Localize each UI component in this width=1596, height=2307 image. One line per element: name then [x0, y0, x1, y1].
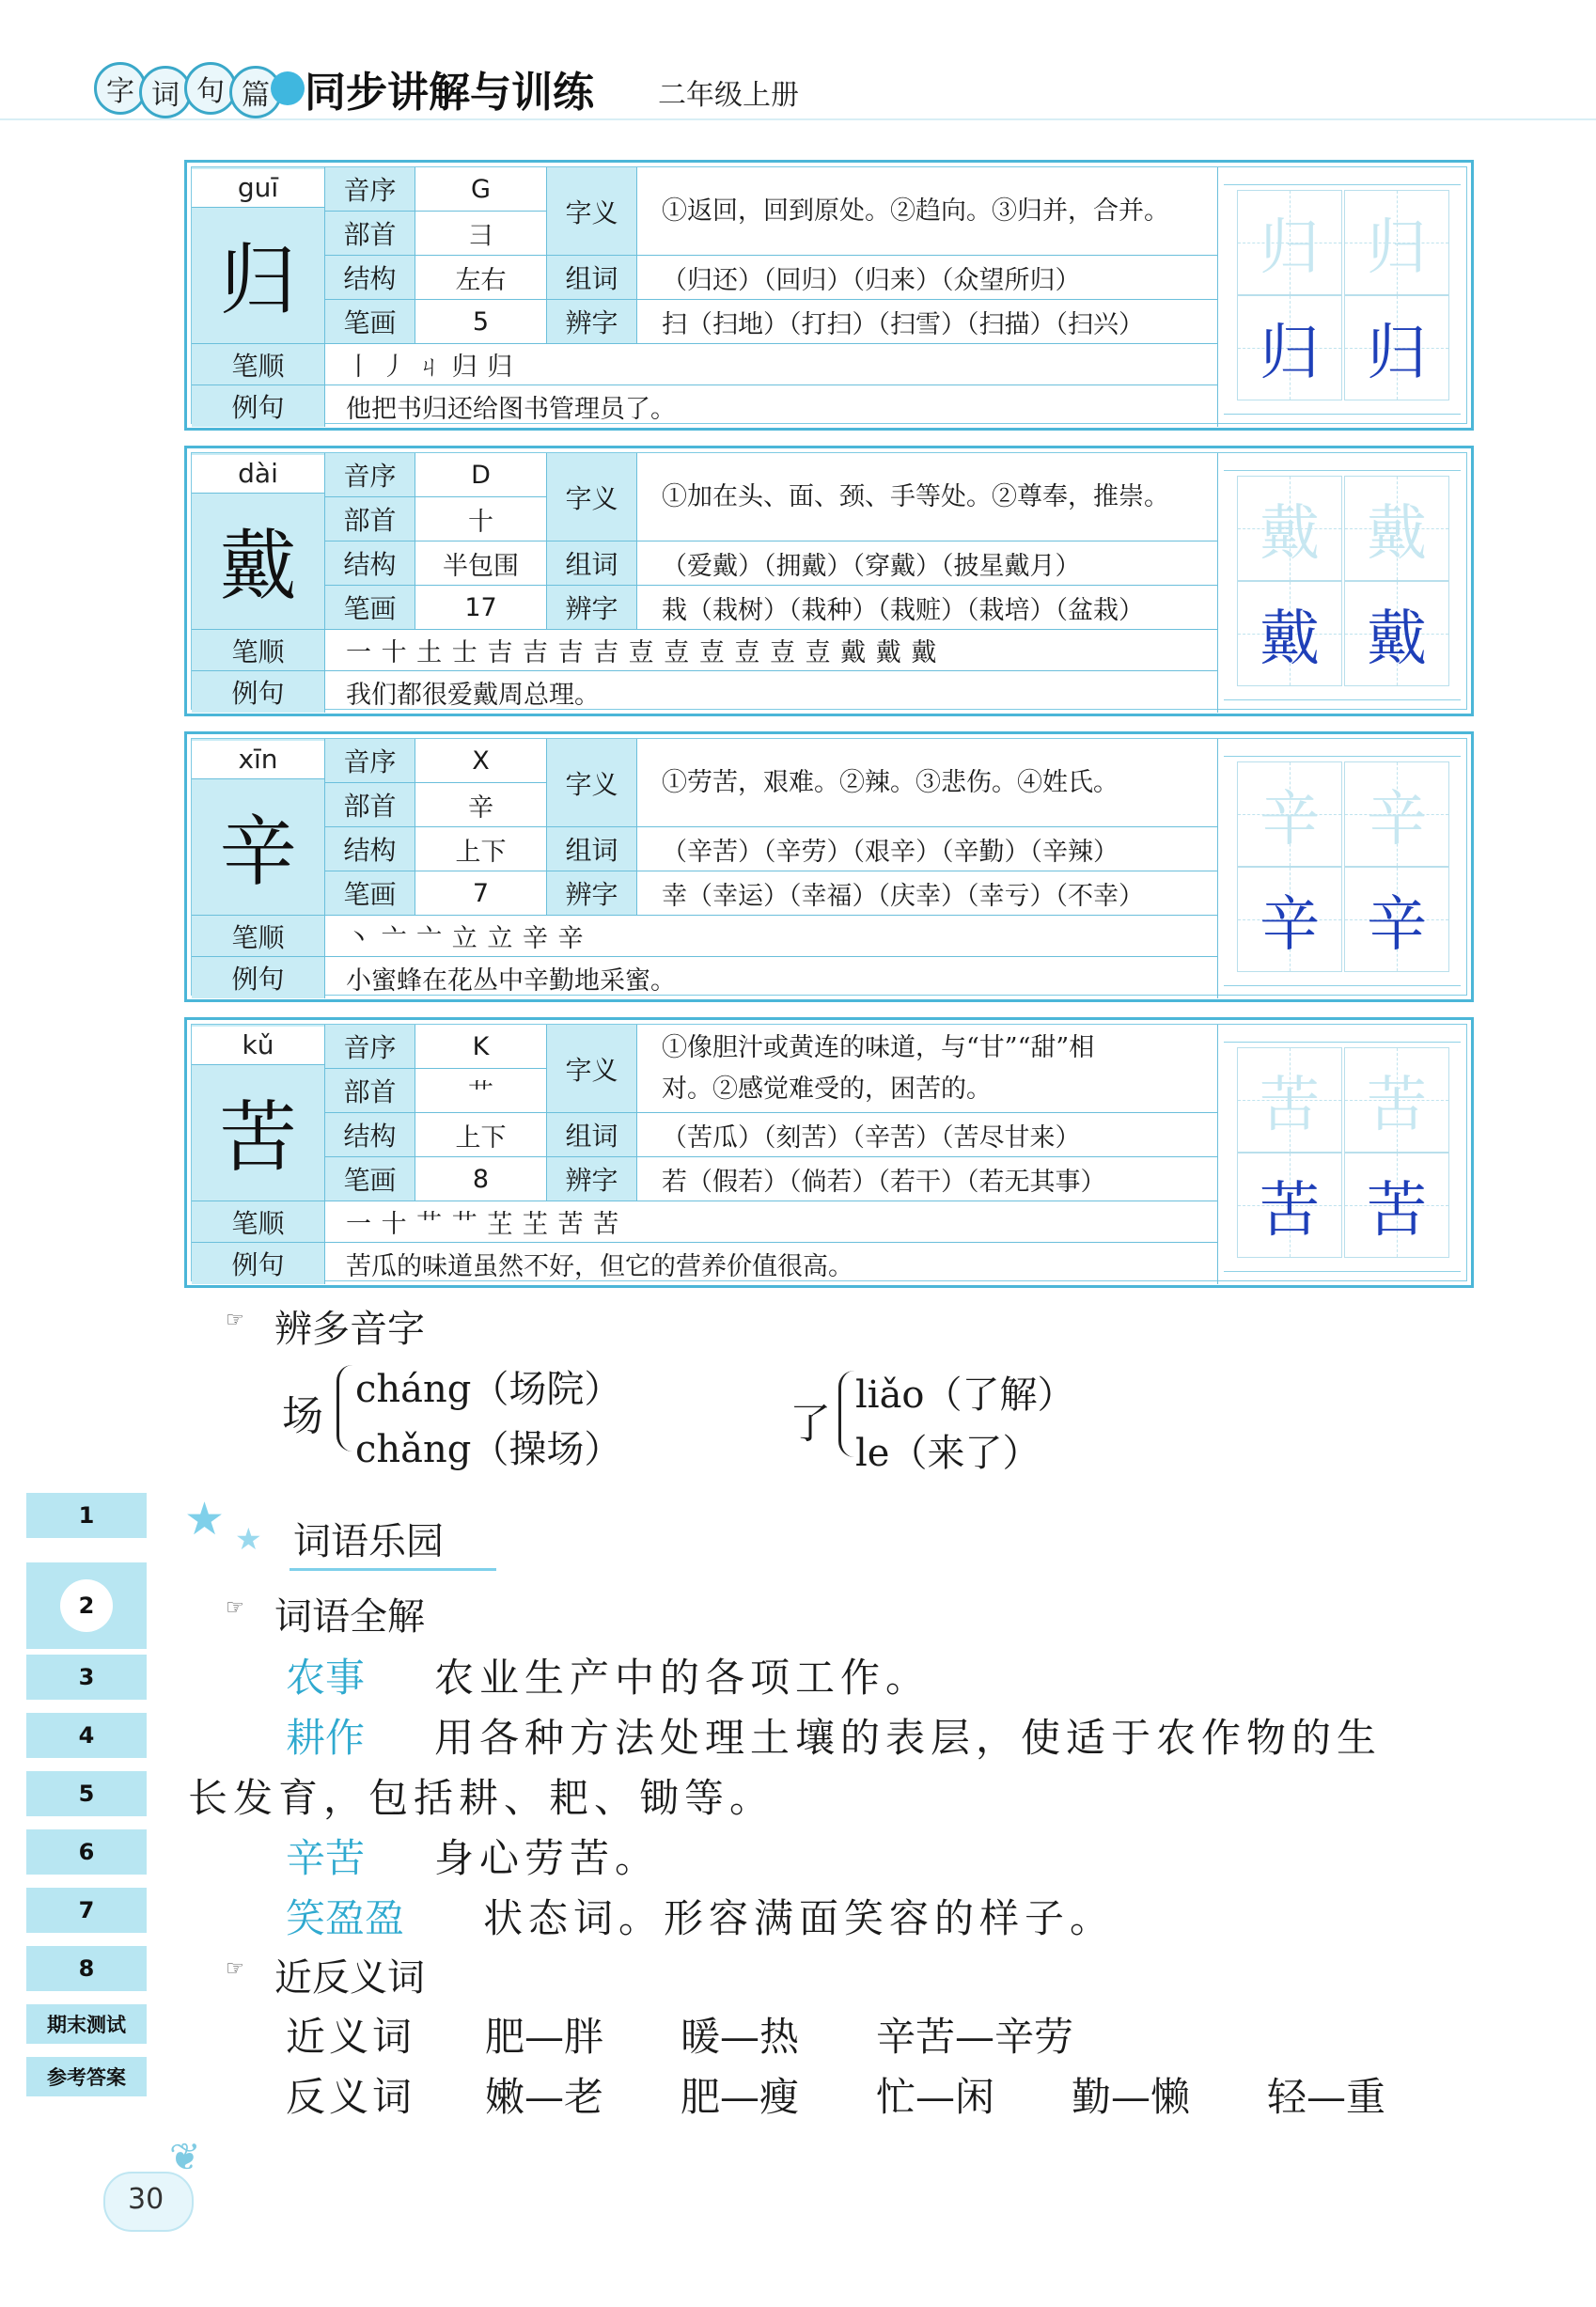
polyphone-heading: 辨多音字 [274, 1308, 425, 1351]
trace-char: 苦 [1367, 1071, 1427, 1140]
value-ziyi [637, 453, 1218, 541]
pointing-hand-icon: ☞ [226, 1596, 244, 1620]
label-bihua: 笔画 [325, 300, 415, 344]
tab-label: 3 [78, 1664, 95, 1690]
pinyin: kǔ [192, 1027, 324, 1065]
model-char: 辛 [1367, 890, 1427, 960]
label-bushou: 部首 [325, 212, 415, 256]
label-bianzi: 辨字 [547, 1157, 637, 1201]
label-jiegou: 结构 [325, 256, 415, 300]
antonym-pair: 肥—瘦 [681, 2074, 800, 2120]
value-bianzi: 幸（幸运）（幸福）（庆幸）（幸亏）（不幸） [637, 871, 1218, 916]
header-logo [94, 58, 301, 115]
practice-rule [1224, 985, 1461, 986]
model-char: 戴 [1260, 604, 1320, 674]
trace-box-model [1237, 581, 1342, 686]
model-char: 苦 [1367, 1176, 1427, 1246]
char-card-kǔ [184, 1017, 1474, 1288]
section-title: 词语乐园 [293, 1520, 444, 1563]
tab-label: 5 [78, 1781, 95, 1807]
term-word: 笑盈盈 [286, 1895, 405, 1941]
trace-box-model [1237, 1153, 1342, 1258]
synonym-pair: 肥—胖 [485, 2014, 604, 2060]
polyphone-a-char: 场 [282, 1392, 323, 1440]
char-card-guī [184, 160, 1474, 431]
meaning-line: 对。②感觉难受的，困苦的。 [662, 1074, 992, 1104]
chapter-tab-3[interactable] [26, 1655, 147, 1700]
label-liju: 例句 [192, 671, 325, 713]
trace-box-outline [1237, 476, 1342, 581]
tab-label: 6 [78, 1839, 95, 1865]
trace-box-model [1237, 295, 1342, 400]
value-bihua: 8 [415, 1157, 547, 1201]
active-tab-circle [60, 1579, 113, 1632]
label-jiegou: 结构 [325, 541, 415, 586]
practice-rule [1224, 699, 1461, 700]
value-yinxu: X [415, 739, 547, 783]
label-bihua: 笔画 [325, 586, 415, 630]
terms-heading: 词语全解 [274, 1595, 425, 1639]
tab-label: 4 [78, 1722, 95, 1749]
polyphone-a2: chǎng（操场） [355, 1428, 622, 1471]
value-bushou: 十 [415, 497, 547, 541]
term-definition: 状态词。形容满面笑容的样子。 [483, 1895, 1116, 1941]
book-grade: 二年级上册 [658, 79, 799, 112]
term-definition: 身心劳苦。 [434, 1835, 661, 1881]
label-bishun: 笔顺 [192, 916, 325, 957]
value-bishun: 丶 亠 亠 立 立 辛 辛 [325, 916, 1218, 957]
chapter-tab-8[interactable] [26, 1946, 147, 1991]
polyphone-b2: le（来了） [855, 1432, 1041, 1475]
label-ziyi: 字义 [547, 453, 637, 541]
trace-char: 戴 [1367, 499, 1427, 569]
meaning-line: ①劳苦，艰难。②辣。③悲伤。④姓氏。 [662, 767, 1119, 797]
label-bushou: 部首 [325, 783, 415, 827]
antonym-pair: 忙—闲 [876, 2074, 995, 2120]
synonym-label: 近义词 [286, 2014, 416, 2060]
value-bishun: 丨 丿 ㄐ 归 归 [325, 344, 1218, 385]
value-zuci: （爱戴）（拥戴）（穿戴）（披星戴月） [637, 541, 1218, 586]
char-card-dài [184, 446, 1474, 716]
book-title: 同步讲解与训练 [305, 69, 594, 117]
label-yinxu: 音序 [325, 1025, 415, 1069]
chapter-tab-4[interactable] [26, 1713, 147, 1758]
label-ziyi: 字义 [547, 739, 637, 827]
star-icon: ★ [235, 1521, 262, 1557]
logo-dot [271, 71, 305, 105]
value-liju: 苦瓜的味道虽然不好，但它的营养价值很高。 [325, 1243, 1218, 1284]
model-char: 戴 [1367, 604, 1427, 674]
trace-char: 归 [1260, 213, 1320, 283]
antonym-label: 反义词 [286, 2074, 416, 2120]
meaning-line: ①加在头、面、颈、手等处。②尊奉，推崇。 [662, 481, 1169, 511]
value-ziyi [637, 1025, 1218, 1113]
tab-label: 8 [78, 1955, 95, 1982]
value-jiegou: 左右 [415, 256, 547, 300]
label-bushou: 部首 [325, 1069, 415, 1113]
label-bianzi: 辨字 [547, 586, 637, 630]
pinyin: xīn [192, 741, 324, 779]
label-bianzi: 辨字 [547, 871, 637, 916]
model-char: 归 [1367, 319, 1427, 388]
trace-char: 辛 [1260, 785, 1320, 855]
trace-box-model [1344, 1153, 1449, 1258]
value-bushou: 艹 [415, 1069, 547, 1113]
chapter-tab-10[interactable] [26, 2057, 147, 2096]
polyphone-b-char: 了 [790, 1400, 831, 1448]
section-underline [289, 1568, 496, 1571]
term-definition: 用各种方法处理土壤的表层，使适于农作物的生 [434, 1715, 1383, 1761]
model-char: 辛 [1260, 890, 1320, 960]
chapter-tab-2[interactable] [26, 1562, 147, 1649]
tab-label: 期末测试 [47, 2014, 126, 2036]
value-bushou: 彐 [415, 212, 547, 256]
tab-label: 7 [78, 1897, 95, 1923]
logo-char: 字 [94, 62, 147, 115]
value-bushou: 辛 [415, 783, 547, 827]
practice-rule [1224, 1042, 1461, 1043]
label-zuci: 组词 [547, 541, 637, 586]
label-bishun: 笔顺 [192, 344, 325, 385]
trace-box-outline [1237, 1047, 1342, 1153]
label-liju: 例句 [192, 1243, 325, 1284]
practice-rule [1224, 1271, 1461, 1272]
meaning-line: ①返回，回到原处。②趋向。③归并，合并。 [662, 196, 1169, 226]
label-bishun: 笔顺 [192, 630, 325, 671]
practice-rule [1224, 470, 1461, 471]
value-zuci: （归还）（回归）（归来）（众望所归） [637, 256, 1218, 300]
logo-char: 篇 [229, 66, 282, 118]
header-divider [0, 118, 1596, 120]
big-char-cell [192, 739, 325, 916]
value-jiegou: 半包围 [415, 541, 547, 586]
big-char-cell [192, 453, 325, 630]
chapter-tab-6[interactable] [26, 1829, 147, 1875]
label-jiegou: 结构 [325, 827, 415, 871]
character: 戴 [219, 522, 297, 611]
value-jiegou: 上下 [415, 1113, 547, 1157]
chapter-tab-1[interactable] [26, 1493, 147, 1538]
antonym-pair: 勤—懒 [1072, 2074, 1191, 2120]
pointing-hand-icon: ☞ [226, 1957, 244, 1981]
model-char: 苦 [1260, 1176, 1320, 1246]
character: 辛 [219, 808, 297, 897]
brace-icon [336, 1365, 352, 1452]
pinyin: guī [192, 169, 324, 208]
meaning-line: ①像胆汁或黄连的味道，与“甘”“甜”相 [662, 1032, 1095, 1062]
trace-char: 戴 [1260, 499, 1320, 569]
page-number: 30 [128, 2183, 164, 2216]
value-bihua: 7 [415, 871, 547, 916]
label-bishun: 笔顺 [192, 1201, 325, 1243]
value-jiegou: 上下 [415, 827, 547, 871]
term-definition: 农业生产中的各项工作。 [434, 1655, 931, 1701]
synonym-pair: 暖—热 [681, 2014, 800, 2060]
label-bianzi: 辨字 [547, 300, 637, 344]
logo-char: 句 [184, 62, 237, 115]
star-icon: ★ [184, 1493, 226, 1546]
chapter-tab-7[interactable] [26, 1888, 147, 1933]
pinyin: dài [192, 455, 324, 494]
trace-box-outline [1237, 190, 1342, 295]
practice-rule [1224, 184, 1461, 185]
polyphone-b1: liǎo（了解） [855, 1373, 1075, 1417]
value-yinxu: K [415, 1025, 547, 1069]
logo-char: 词 [139, 66, 192, 118]
value-yinxu: G [415, 167, 547, 212]
trace-char: 辛 [1367, 785, 1427, 855]
practice-rule [1224, 756, 1461, 757]
chapter-tab-5[interactable] [26, 1771, 147, 1816]
value-bishun: 一 十 土 士 吉 吉 吉 吉 壴 壴 壴 壴 壴 壴 戴 戴 戴 [325, 630, 1218, 671]
value-bihua: 17 [415, 586, 547, 630]
trace-char: 苦 [1260, 1071, 1320, 1140]
trace-box-model [1344, 581, 1449, 686]
character: 归 [219, 236, 297, 325]
trace-box-model [1237, 867, 1342, 972]
char-card-xīn [184, 731, 1474, 1002]
polyphone-a1: cháng（场院） [355, 1368, 622, 1411]
label-yinxu: 音序 [325, 167, 415, 212]
trace-char: 归 [1367, 213, 1427, 283]
trace-box-outline [1344, 476, 1449, 581]
value-liju: 他把书归还给图书管理员了。 [325, 385, 1218, 427]
trace-box-outline [1344, 1047, 1449, 1153]
value-bianzi: 若（假若）（倘若）（若干）（若无其事） [637, 1157, 1218, 1201]
pointing-hand-icon: ☞ [226, 1309, 244, 1332]
character: 苦 [219, 1093, 297, 1183]
trace-box-model [1344, 867, 1449, 972]
trace-box-outline [1344, 190, 1449, 295]
value-bianzi: 栽（栽树）（栽种）（栽赃）（栽培）（盆栽） [637, 586, 1218, 630]
value-liju: 我们都很爱戴周总理。 [325, 671, 1218, 713]
value-bishun: 一 十 艹 艹 芏 芏 苦 苦 [325, 1201, 1218, 1243]
antonym-pair: 轻—重 [1267, 2074, 1386, 2120]
label-zuci: 组词 [547, 1113, 637, 1157]
label-bushou: 部首 [325, 497, 415, 541]
trace-box-model [1344, 295, 1449, 400]
synonym-pair: 辛苦—辛劳 [876, 2014, 1074, 2060]
big-char-cell [192, 1025, 325, 1201]
label-ziyi: 字义 [547, 1025, 637, 1113]
term-word: 耕作 [286, 1715, 366, 1761]
label-zuci: 组词 [547, 256, 637, 300]
label-liju: 例句 [192, 385, 325, 427]
chapter-tab-9[interactable] [26, 2004, 147, 2044]
label-liju: 例句 [192, 957, 325, 998]
term-word: 辛苦 [286, 1835, 366, 1881]
trace-box-outline [1237, 761, 1342, 867]
tab-label: 2 [78, 1593, 95, 1619]
label-yinxu: 音序 [325, 453, 415, 497]
synonym-antonym-heading: 近反义词 [274, 1956, 425, 2000]
tab-label: 参考答案 [47, 2066, 126, 2089]
butterfly-icon: ❦ [169, 2136, 201, 2179]
label-bihua: 笔画 [325, 1157, 415, 1201]
value-zuci: （苦瓜）（刻苦）（辛苦）（苦尽甘来） [637, 1113, 1218, 1157]
value-zuci: （辛苦）（辛劳）（艰辛）（辛勤）（辛辣） [637, 827, 1218, 871]
term-word: 农事 [286, 1655, 366, 1701]
label-zuci: 组词 [547, 827, 637, 871]
value-bianzi: 扫（扫地）（打扫）（扫雪）（扫描）（扫兴） [637, 300, 1218, 344]
value-ziyi [637, 167, 1218, 256]
tab-label: 1 [78, 1502, 95, 1529]
antonym-pair: 嫩—老 [485, 2074, 604, 2120]
value-ziyi [637, 739, 1218, 827]
value-yinxu: D [415, 453, 547, 497]
term-definition-continued: 长发育，包括耕、耙、锄等。 [188, 1775, 775, 1821]
label-bihua: 笔画 [325, 871, 415, 916]
value-liju: 小蜜蜂在花丛中辛勤地采蜜。 [325, 957, 1218, 998]
label-jiegou: 结构 [325, 1113, 415, 1157]
label-ziyi: 字义 [547, 167, 637, 256]
label-yinxu: 音序 [325, 739, 415, 783]
practice-rule [1224, 414, 1461, 415]
model-char: 归 [1260, 319, 1320, 388]
big-char-cell [192, 167, 325, 344]
trace-box-outline [1344, 761, 1449, 867]
brace-icon [838, 1371, 854, 1457]
value-bihua: 5 [415, 300, 547, 344]
